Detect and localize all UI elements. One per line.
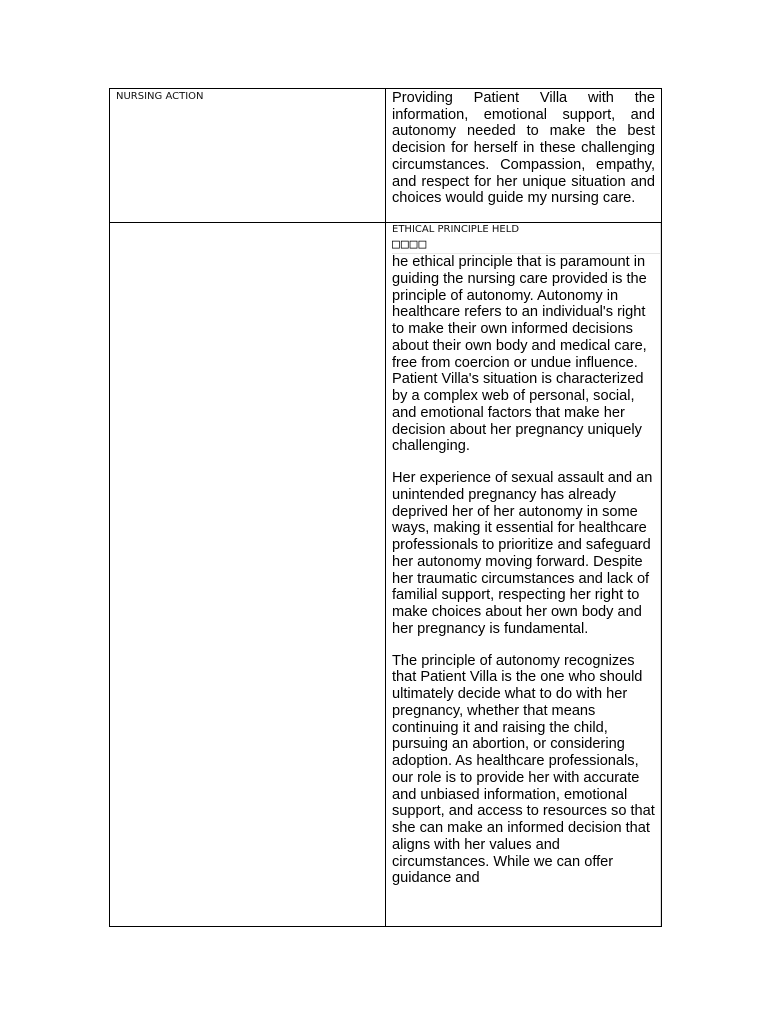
text-box-edge	[660, 223, 661, 926]
document-table	[109, 88, 662, 927]
nursing-action-text-cell	[386, 89, 662, 223]
ethical-principle-cell	[386, 223, 662, 927]
paragraph-3: The principle of autonomy recognizes that Patient Villa is the one who should ultimately decide what to do with her pregnancy, whether that means continuing it and raising the child, pursuing an abortion, or considering adoption. As healthcare professionals, our role is to provide her with accurate and unbiased information, emotional support, and access to resources so that she can make an informed decision that aligns with her values and circumstances. While we can offer guidance and	[392, 652, 655, 887]
table-row-ethical-principle	[110, 223, 662, 927]
nursing-action-label: NURSING ACTION	[116, 91, 204, 102]
missing-glyphs: □□□□	[392, 236, 661, 254]
table-row-nursing-action	[110, 89, 662, 223]
nursing-action-text: Providing Patient Villa with the information, emotional support, and autonomy needed to make the best decision for herself in these challenging circumstances. Compassion, empathy, and respect for her unique situation and choices would guide my nursing care.	[392, 90, 655, 207]
ethical-principle-label: ETHICAL PRINCIPLE HELD	[392, 224, 520, 235]
paragraph-gap	[392, 638, 655, 653]
paragraph-gap	[392, 455, 655, 470]
paragraph-1: he ethical principle that is paramount in guiding the nursing care provided is the principle of autonomy. Autonomy in healthcare refers to an individual's right to make their own informed decisions about their own body and medical care, free from coercion or undue influence. Patient Villa's situation is characterized by a complex web of personal, social, and emotional factors that make her decision about her pregnancy uniquely challenging.	[392, 254, 647, 455]
nursing-action-label-cell	[110, 89, 386, 223]
paragraph-2: Her experience of sexual assault and an unintended pregnancy has already deprived her of her autonomy in some ways, making it essential for healthcare professionals to prioritize and safeguard her autonomy moving forward. Despite her traumatic circumstances and lack of familial support, respecting her right to make choices about her own body and her pregnancy is fundamental.	[392, 470, 653, 637]
empty-left-label	[110, 223, 385, 225]
empty-left-cell	[110, 223, 386, 927]
